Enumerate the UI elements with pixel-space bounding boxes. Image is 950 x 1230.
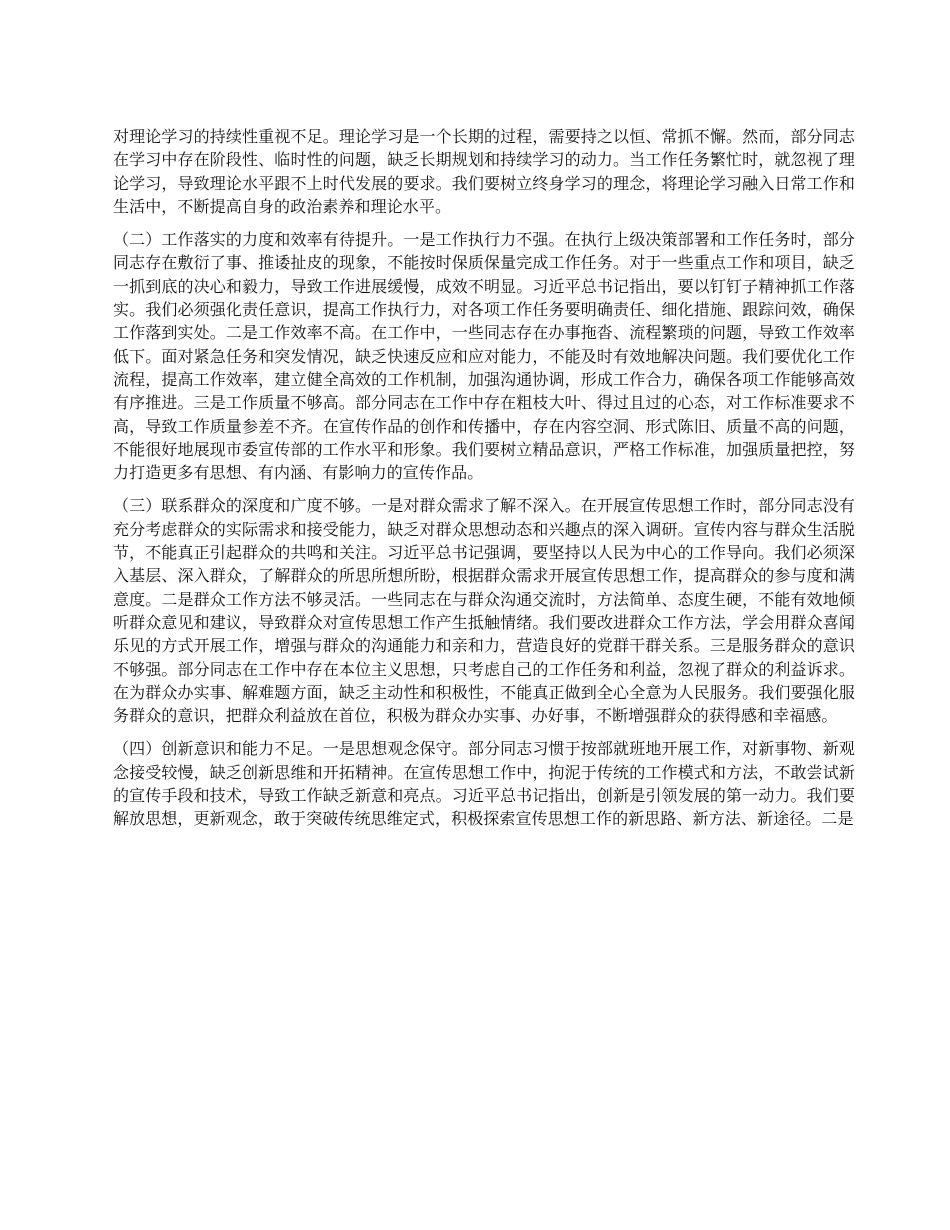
paragraph-mass-connection: （三）联系群众的深度和广度不够。一是对群众需求了解不深入。在开展宣传思想工作时，部分同志没有充分考虑群众的实际需求和接受能力，缺乏对群众思想动态和兴趣点的深入调研。宣传内容与群众生活脱节，不能真正引起群众的共鸣和关注。习近平总书记强调，要坚持以人民为中心的工作导向。我们必须深入基层、深入群众，了解群众的所思所想所盼，根据群众需求开展宣传思想工作，提高群众的参与度和满意度。二是群众工作方法不够灵活。一些同志在与群众沟通交流时，方法简单、态度生硬，不能有效地倾听群众意见和建议，导致群众对宣传思想工作产生抵触情绪。我们要改进群众工作方法，学会用群众喜闻乐见的方式开展工作，增强与群众的沟通能力和亲和力，营造良好的党群干群关系。三是服务群众的意识不够强。部分同志在工作中存在本位主义思想，只考虑自己的工作任务和利益，忽视了群众的利益诉求。在为群众办实事、解难题方面，缺乏主动性和积极性，不能真正做到全心全意为人民服务。我们要强化服务群众的意识，把群众利益放在首位，积极为群众办实事、办好事，不断增强群众的获得感和幸福感。 [113,496,855,726]
paragraph-innovation: （四）创新意识和能力不足。一是思想观念保守。部分同志习惯于按部就班地开展工作，对新事物、新观念接受较慢，缺乏创新思维和开拓精神。在宣传思想工作中，拘泥于传统的工作模式和方法，不敢尝试新的宣传手段和技术，导致工作缺乏新意和亮点。习近平总书记指出，创新是引领发展的第一动力。我们要解放思想，更新观念，敢于突破传统思维定式，积极探索宣传思想工作的新思路、新方法、新途径。二是 [113,739,855,829]
document-body [113,125,855,841]
paragraph-work-implementation: （二）工作落实的力度和效率有待提升。一是工作执行力不强。在执行上级决策部署和工作任务时，部分同志存在敷衍了事、推诿扯皮的现象，不能按时保质保量完成工作任务。对于一些重点工作和项目，缺乏一抓到底的决心和毅力，导致工作进展缓慢，成效不明显。习近平总书记指出，要以钉钉子精神抓工作落实。我们必须强化责任意识，提高工作执行力，对各项工作任务要明确责任、细化措施、跟踪问效，确保工作落到实处。二是工作效率不高。在工作中，一些同志存在办事拖沓、流程繁琐的问题，导致工作效率低下。面对紧急任务和突发情况，缺乏快速反应和应对能力，不能及时有效地解决问题。我们要优化工作流程，提高工作效率，建立健全高效的工作机制，加强沟通协调，形成工作合力，确保各项工作能够高效有序推进。三是工作质量不够高。部分同志在工作中存在粗枝大叶、得过且过的心态，对工作标准要求不高，导致工作质量参差不齐。在宣传作品的创作和传播中，存在内容空洞、形式陈旧、质量不高的问题，不能很好地展现市委宣传部的工作水平和形象。我们要树立精品意识，严格工作标准，加强质量把控，努力打造更多有思想、有内涵、有影响力的宣传作品。 [113,230,855,483]
paragraph-theory-study: 对理论学习的持续性重视不足。理论学习是一个长期的过程，需要持之以恒、常抓不懈。然而，部分同志在学习中存在阶段性、临时性的问题，缺乏长期规划和持续学习的动力。当工作任务繁忙时，就忽视了理论学习，导致理论水平跟不上时代发展的要求。我们要树立终身学习的理念，将理论学习融入日常工作和生活中，不断提高自身的政治素养和理论水平。 [113,127,855,216]
